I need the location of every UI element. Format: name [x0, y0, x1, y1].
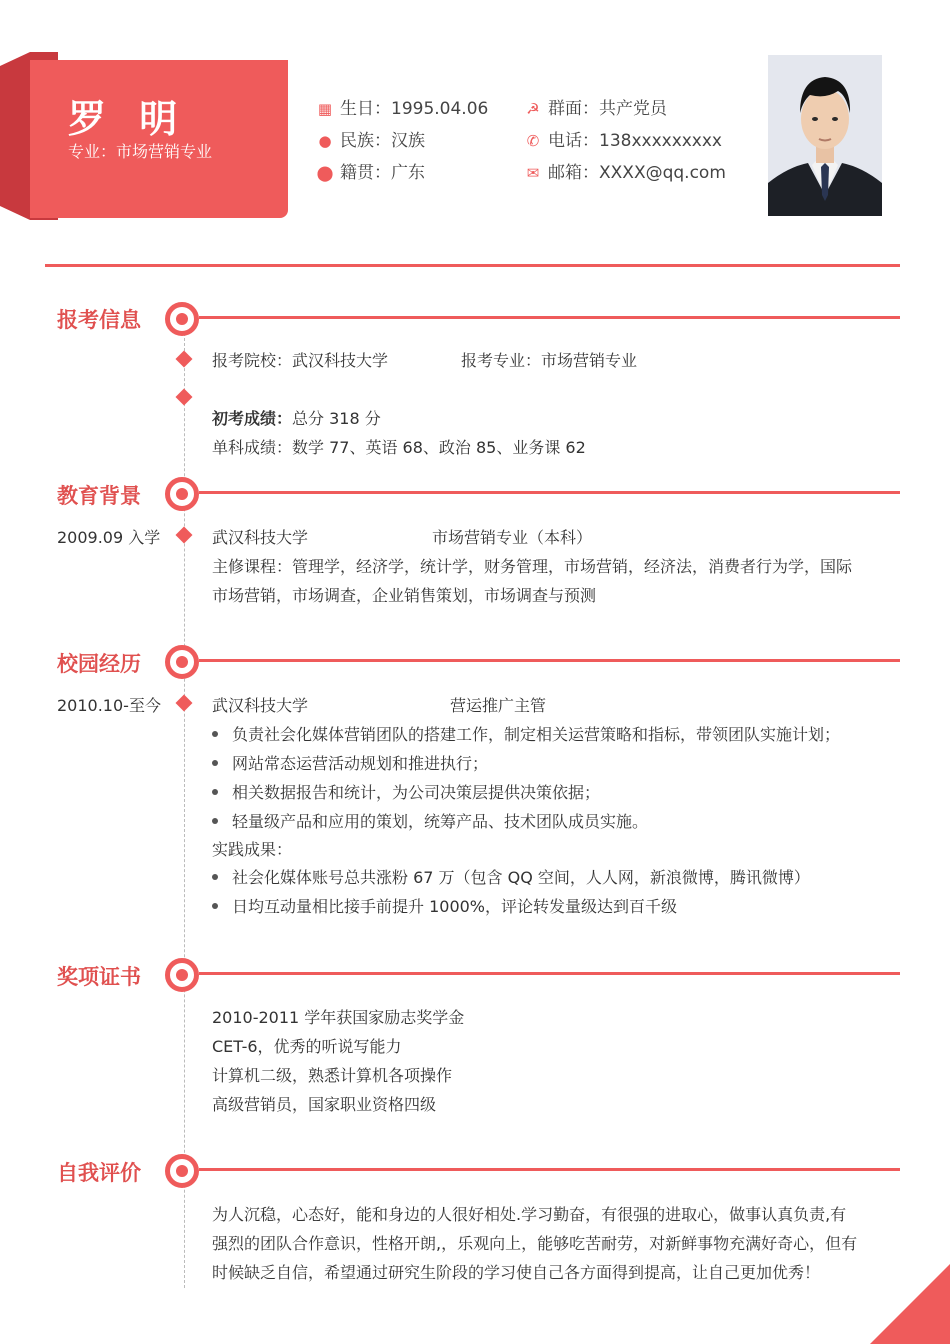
education-courses-cont: 市场营销，市场调查，企业销售策划，市场调查与预测 [212, 586, 597, 605]
section-rule [199, 491, 900, 494]
section-marker-icon [165, 302, 199, 336]
self-eval-line: 为人沉稳，心态好，能和身边的人很好相处.学习勤奋，有很强的进取心，做事认真负责,有 [212, 1205, 847, 1224]
education-major: 市场营销专业（本科） [432, 528, 593, 547]
section-title-education: 教育背景 [57, 484, 141, 508]
info-hometown: ⬤ 籍贯：广东 [316, 163, 425, 183]
award-item: 2010-2011 学年获国家励志奖学金 [212, 1008, 465, 1027]
section-title-awards: 奖项证书 [57, 965, 141, 989]
exam-school: 报考院校：武汉科技大学 [212, 351, 389, 370]
section-marker-icon [165, 477, 199, 511]
section-rule [199, 316, 900, 319]
person-icon: ● [318, 132, 332, 150]
section-rule [199, 972, 900, 975]
self-eval-line: 时候缺乏自信，希望通过研究生阶段的学习使自己各方面得到提高，让自己更加优秀！ [212, 1263, 821, 1282]
campus-results-label: 实践成果： [212, 840, 293, 859]
corner-decoration [870, 1264, 950, 1344]
candidate-major: 专业：市场营销专业 [68, 142, 213, 161]
diamond-icon [176, 527, 193, 544]
info-email: ✉ 邮箱：XXXX@qq.com [524, 161, 726, 185]
section-marker-icon [165, 645, 199, 679]
list-item: 社会化媒体账号总共涨粉 67 万（包含 QQ 空间，人人网，新浪微博，腾讯微博） [212, 867, 810, 889]
award-item: 计算机二级，熟悉计算机各项操作 [212, 1066, 453, 1085]
location-pin-icon: ⬤ [316, 164, 334, 182]
list-item: 轻量级产品和应用的策划，统筹产品、技术团队成员实施。 [212, 811, 648, 833]
section-marker-icon [165, 1154, 199, 1188]
profile-photo [768, 55, 882, 216]
self-eval-line: 强烈的团队合作意识，性格开朗,，乐观向上，能够吃苦耐劳，对新鲜事物充满好奇心，但有 [212, 1234, 858, 1253]
section-rule [199, 659, 900, 662]
diamond-icon [176, 351, 193, 368]
exam-score: 初考成绩：总分 318 分 [212, 409, 381, 428]
education-courses: 主修课程：管理学，经济学，统计学，财务管理，市场营销，经济法，消费者行为学，国际 [212, 557, 853, 576]
section-marker-icon [165, 958, 199, 992]
list-item: 相关数据报告和统计，为公司决策层提供决策依据； [212, 782, 600, 804]
ribbon-notch-top [0, 52, 30, 66]
timeline-line [184, 328, 185, 1288]
section-title-campus: 校园经历 [57, 652, 141, 676]
campus-org: 武汉科技大学 [212, 696, 309, 715]
campus-role: 营运推广主管 [450, 696, 547, 715]
section-rule [199, 1168, 900, 1171]
info-political: ☭ 群面：共产党员 [524, 97, 667, 121]
section-title-exam: 报考信息 [57, 308, 141, 332]
award-item: 高级营销员，国家职业资格四级 [212, 1095, 437, 1114]
party-icon: ☭ [526, 100, 540, 118]
education-school: 武汉科技大学 [212, 528, 309, 547]
education-date: 2009.09 入学 [57, 528, 161, 547]
diamond-icon [176, 695, 193, 712]
exam-major: 报考专业：市场营销专业 [461, 351, 638, 370]
exam-subjects: 单科成绩：数学 77、英语 68、政治 85、业务课 62 [212, 438, 586, 457]
list-item: 网站常态运营活动规划和推进执行； [212, 753, 488, 775]
phone-icon: ✆ [526, 132, 540, 150]
info-birthday: ▦ 生日：1995.04.06 [317, 99, 489, 119]
diamond-icon [176, 389, 193, 406]
candidate-name: 罗 明 [68, 97, 188, 141]
award-item: CET-6，优秀的听说写能力 [212, 1037, 402, 1056]
calendar-icon: ▦ [317, 100, 333, 118]
mail-icon: ✉ [526, 164, 540, 182]
ribbon-notch-bottom [0, 206, 30, 220]
info-phone: ✆ 电话：138xxxxxxxxx [524, 129, 722, 153]
list-item: 负责社会化媒体营销团队的搭建工作，制定相关运营策略和指标，带领团队实施计划； [212, 724, 840, 746]
campus-date: 2010.10-至今 [57, 696, 161, 715]
section-title-self: 自我评价 [57, 1161, 141, 1185]
info-ethnicity: ● 民族：汉族 [316, 129, 425, 153]
list-item: 日均互动量相比接手前提升 1000%，评论转发量级达到百千级 [212, 896, 677, 918]
header-divider [45, 264, 900, 267]
